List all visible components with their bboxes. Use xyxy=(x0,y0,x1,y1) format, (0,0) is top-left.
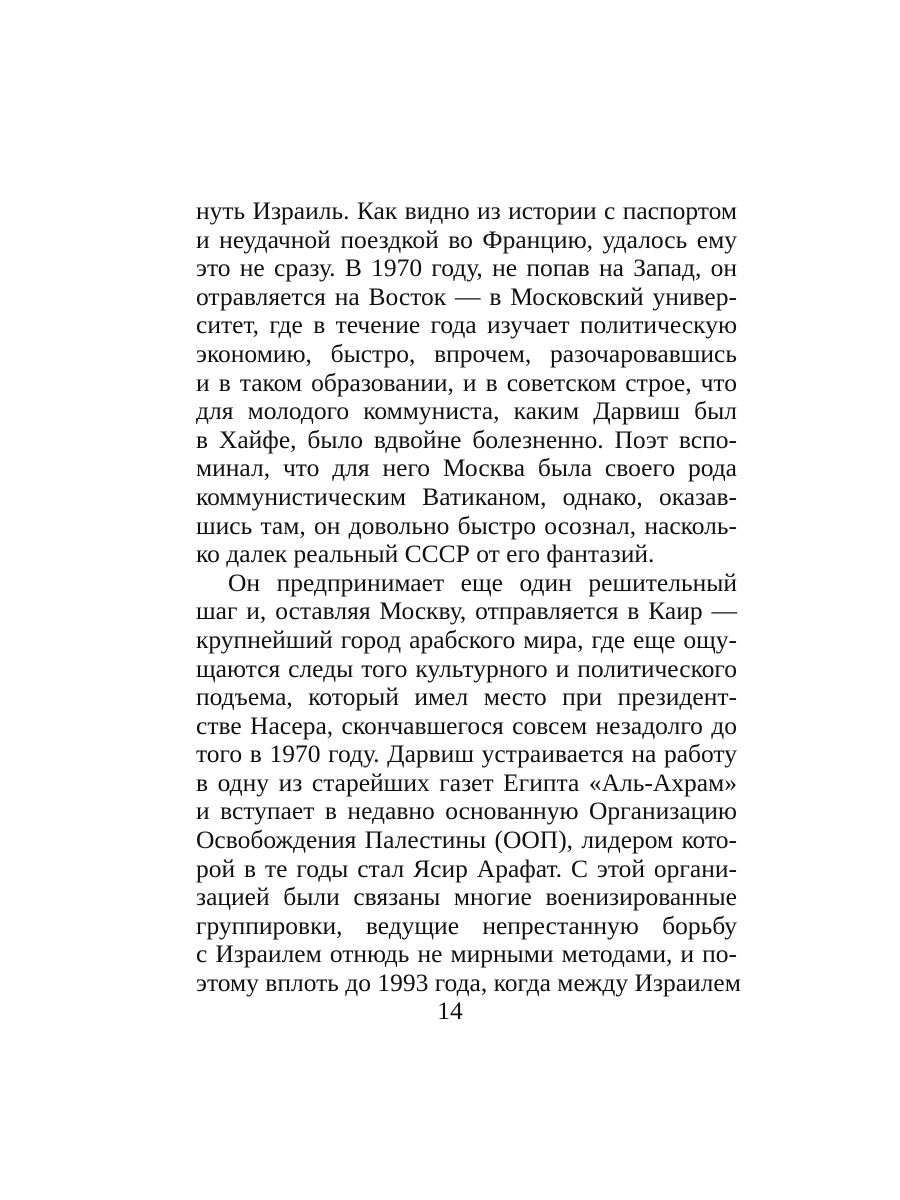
text-line: щаются следы того культурного и политического xyxy=(196,653,737,683)
text-line: рой в те годы стал Ясир Арафат. С этой органи- xyxy=(196,853,737,883)
text-line: коммунистическим Ватиканом, однако, оказав- xyxy=(196,481,737,511)
text-line: отравляется на Восток — в Московский универ- xyxy=(196,281,737,311)
text-line: того в 1970 году. Дарвиш устраивается на работу xyxy=(196,739,737,769)
text-line: ситет, где в течение года изучает политическую xyxy=(196,310,737,340)
page-number: 14 xyxy=(437,996,463,1025)
text-line: зацией были связаны многие военизированные xyxy=(196,882,737,912)
text-line: для молодого коммуниста, каким Дарвиш был xyxy=(196,396,737,426)
text-line: нуть Израиль. Как видно из истории с паспортом xyxy=(196,196,737,225)
text-line: и в таком образовании, и в советском строе, что xyxy=(196,367,737,397)
text-line: это не сразу. В 1970 году, не попав на Запад, он xyxy=(196,253,737,283)
text-line: минал, что для него Москва была своего рода xyxy=(196,453,737,483)
text-line: в Хайфе, было вдвойне болезненно. Поэт вспо- xyxy=(196,424,737,454)
paragraph-2 xyxy=(196,567,741,998)
text-line: Освобождения Палестины (ООП), лидером кото- xyxy=(196,825,737,855)
text-line: Он предпринимает еще один решительный xyxy=(228,567,737,597)
text-line: с Израилем отнюдь не мирными методами, и по- xyxy=(196,939,737,969)
body-text xyxy=(196,196,741,998)
text-line: крупнейший город арабского мира, где еще ощу- xyxy=(196,624,737,654)
text-line: и вступает в недавно основанную Организацию xyxy=(196,796,737,826)
text-line: в одну из старейших газет Египта «Аль-Ахрам» xyxy=(196,767,737,797)
text-line: стве Насера, скончавшегося совсем незадолго до xyxy=(196,710,737,740)
text-line: этому вплоть до 1993 года, когда между Израилем xyxy=(196,968,741,998)
text-line: подъема, который имел место при президент- xyxy=(196,682,737,712)
text-line: шаг и, оставляя Москву, отправляется в Каир — xyxy=(196,596,737,626)
text-line: группировки, ведущие непрестанную борьбу xyxy=(196,910,737,940)
text-line: экономию, быстро, впрочем, разочаровавшись xyxy=(196,338,737,368)
text-line: ко далек реальный СССР от его фантазий. xyxy=(196,539,655,569)
text-line: и неудачной поездкой во Францию, удалось ему xyxy=(196,224,737,254)
paragraph-1 xyxy=(196,197,737,569)
text-line: шись там, он довольно быстро осознал, насколь- xyxy=(196,510,737,540)
